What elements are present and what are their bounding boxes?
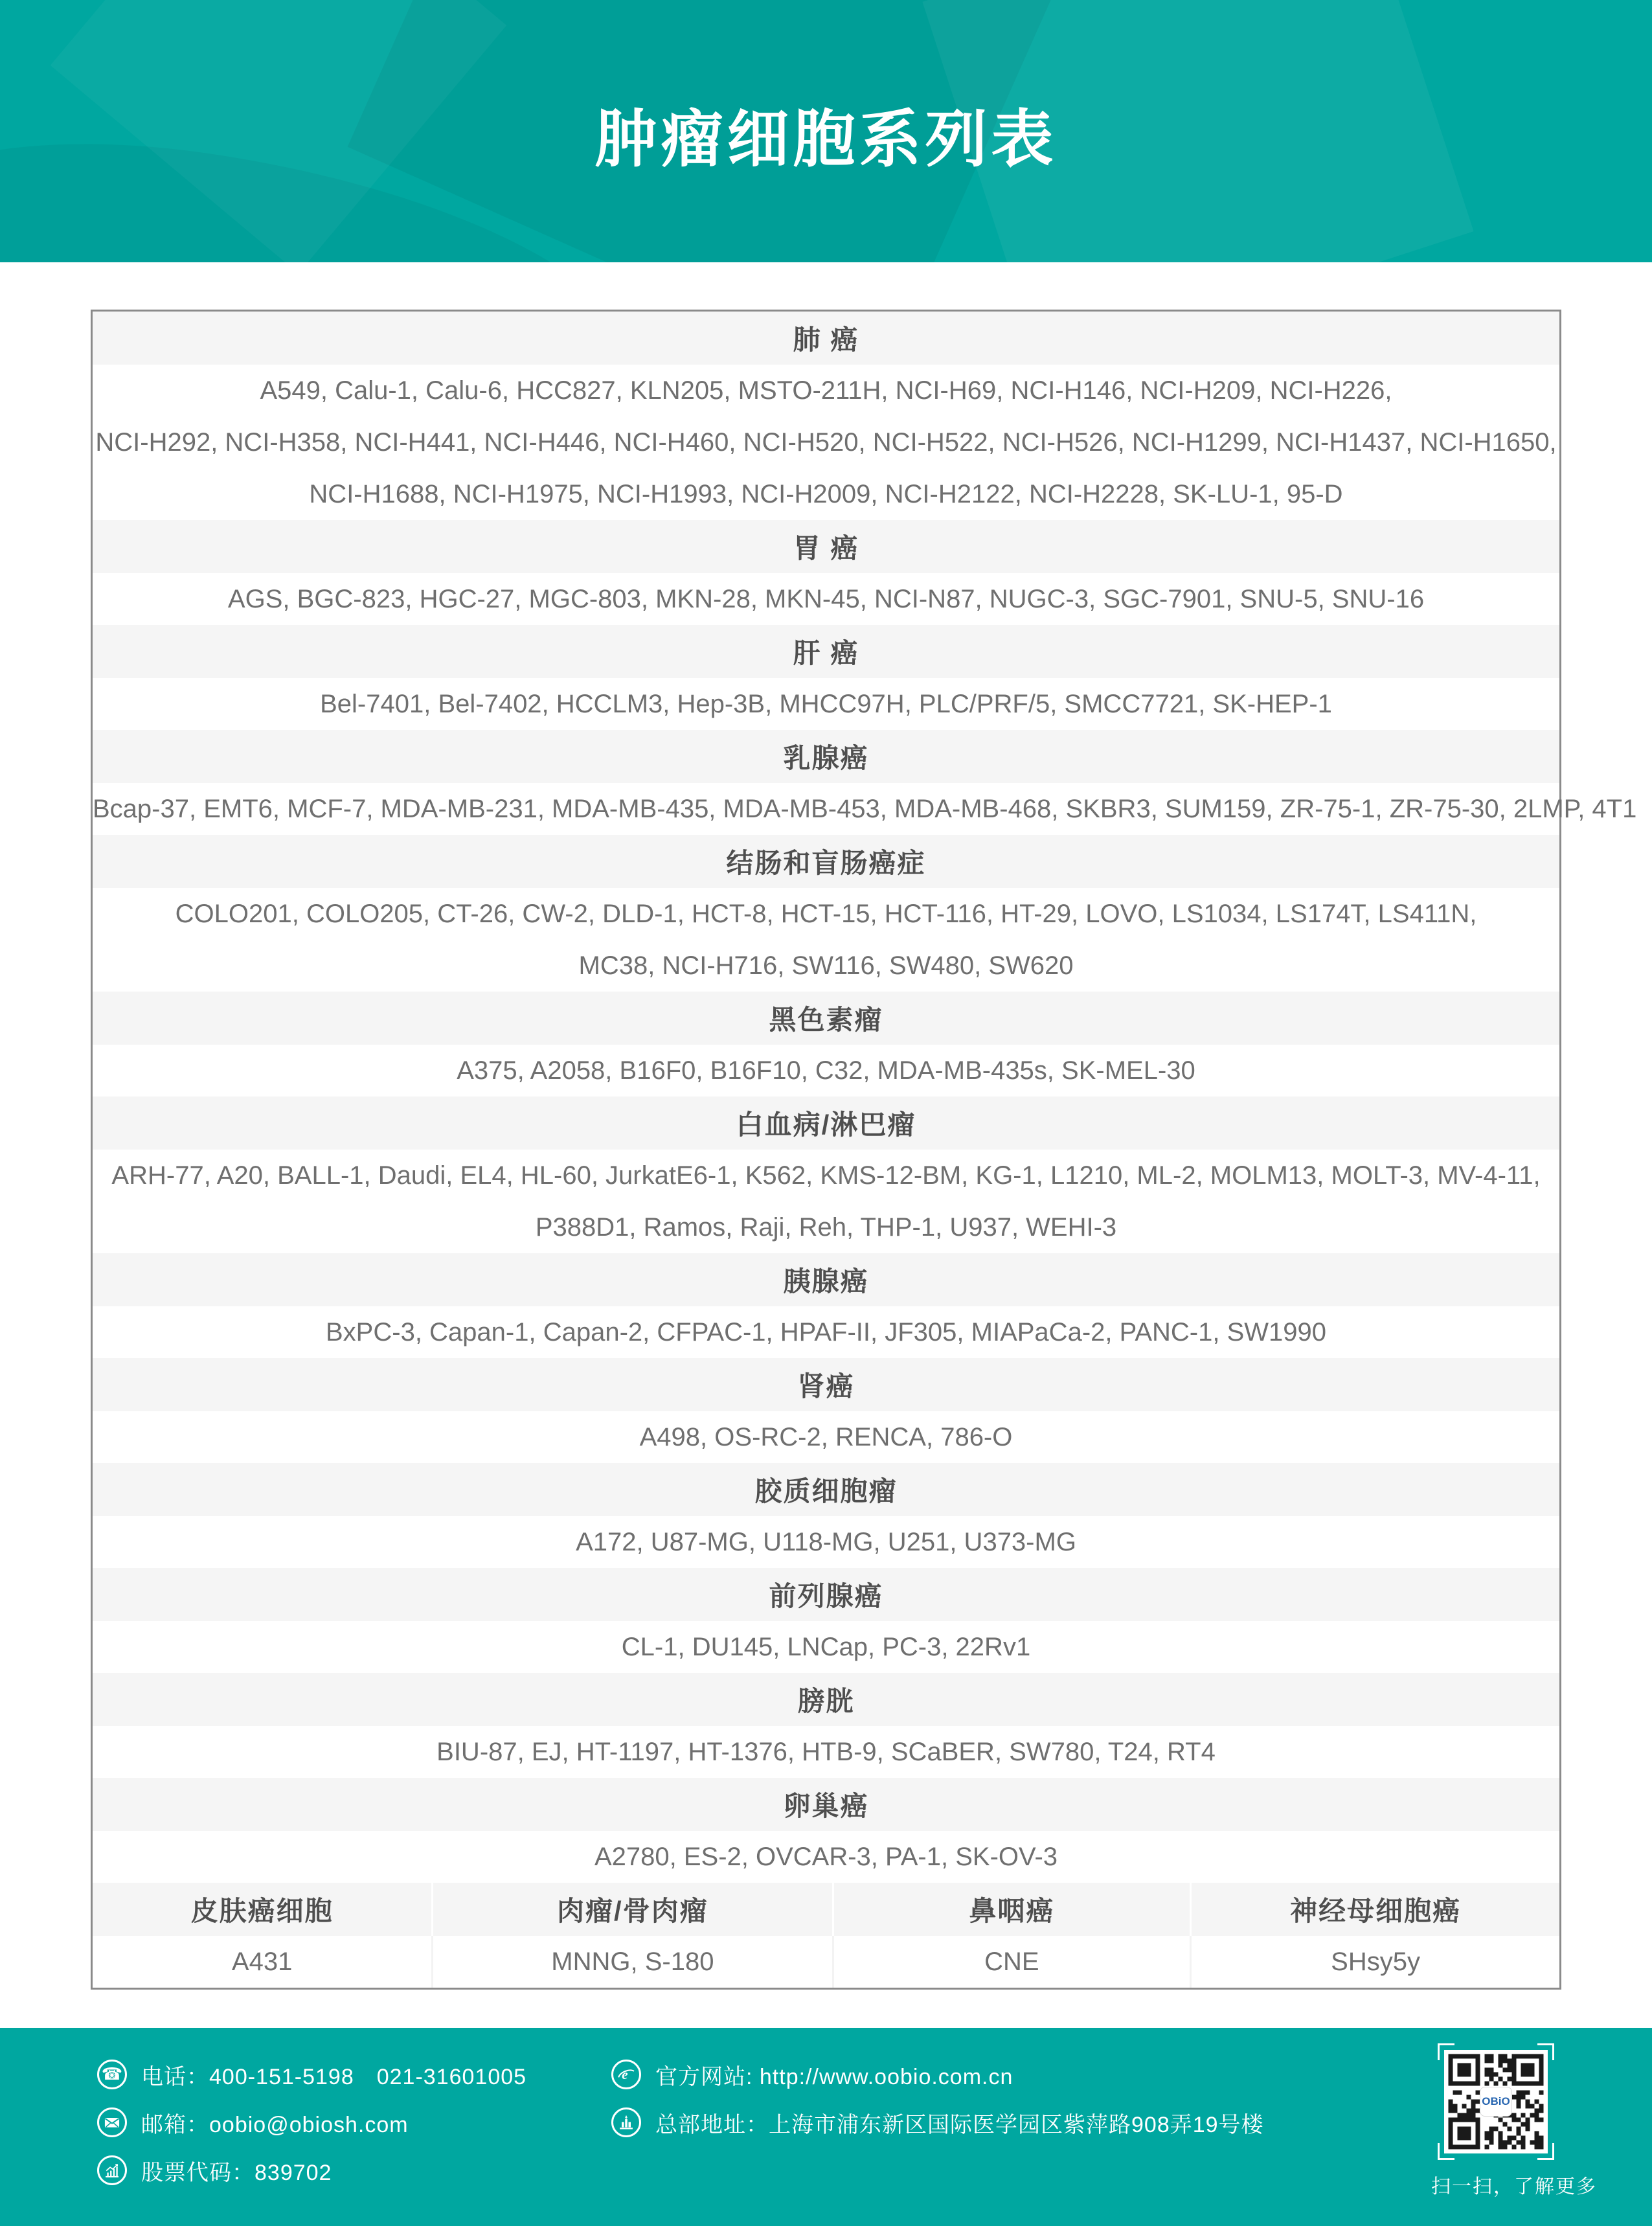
cell-line-list: A172, U87-MG, U118-MG, U251, U373-MG: [576, 1528, 1076, 1556]
hero-banner: [0, 0, 1652, 262]
qr-center-logo: OBiO: [1480, 2087, 1512, 2117]
section-content: [93, 1831, 1559, 1883]
cell-line-list: Bcap-37, EMT6, MCF-7, MDA-MB-231, MDA-MB-435, MDA-MB-453, MDA-MB-468, SKBR3, SUM159, ZR-75-1, ZR-75-30, 2LMP, 4T1: [93, 795, 1637, 823]
section-header: 膀胱: [93, 1673, 1559, 1726]
contact-row: [97, 2060, 526, 2089]
cell-line-list: P388D1, Ramos, Raji, Reh, THP-1, U937, WEHI-3: [535, 1213, 1117, 1242]
section-header: 乳腺癌: [93, 730, 1559, 783]
cell-line-list: CL-1, DU145, LNCap, PC-3, 22Rv1: [621, 1633, 1031, 1661]
qr-code: [1444, 2050, 1548, 2153]
section-header: 结肠和盲肠癌症: [93, 835, 1559, 888]
stock-icon: [97, 2155, 127, 2185]
footer: [0, 2028, 1652, 2226]
section-content: [93, 1621, 1559, 1673]
contact-text[interactable]: 官方网站: http://www.oobio.com.cn: [655, 2064, 1013, 2089]
mail-icon: [97, 2107, 127, 2137]
table-wrap: [0, 262, 1652, 1990]
bottom-column-value: SHsy5y: [1190, 1936, 1559, 1988]
section-content: [93, 1516, 1559, 1568]
section-header: 白血病/淋巴瘤: [93, 1096, 1559, 1150]
contact-row: [611, 2107, 1264, 2137]
section-header: 前列腺癌: [93, 1568, 1559, 1621]
cell-line-list: NCI-H292, NCI-H358, NCI-H441, NCI-H446, NCI-H460, NCI-H520, NCI-H522, NCI-H526, NCI-H1299, NCI-H1437, NCI-H1650,: [95, 428, 1557, 457]
contact-row[interactable]: [611, 2060, 1264, 2089]
bottom-column-header: 鼻咽癌: [832, 1883, 1190, 1936]
footer-right-column: [611, 2060, 1264, 2137]
contact-text: 总部地址：上海市浦东新区国际医学园区紫萍路908弄19号楼: [655, 2112, 1264, 2137]
qr-caption: 扫一扫，了解更多: [1431, 2176, 1597, 2198]
footer-left-column: [97, 2060, 526, 2185]
section-header: 胶质细胞瘤: [93, 1463, 1559, 1516]
phone-icon: ☎: [97, 2060, 127, 2089]
bottom-column-value: A431: [231, 1948, 293, 1976]
section-content: [93, 365, 1559, 520]
section-content: [93, 678, 1559, 730]
cell-line-list: BIU-87, EJ, HT-1197, HT-1376, HTB-9, SCaBER, SW780, T24, RT4: [436, 1738, 1216, 1766]
section-header: 胰腺癌: [93, 1253, 1559, 1306]
cell-line-list: NCI-H1688, NCI-H1975, NCI-H1993, NCI-H2009, NCI-H2122, NCI-H2228, SK-LU-1, 95-D: [309, 480, 1343, 508]
section-header: 胃 癌: [93, 520, 1559, 573]
cell-line-list: Bel-7401, Bel-7402, HCCLM3, Hep-3B, MHCC97H, PLC/PRF/5, SMCC7721, SK-HEP-1: [320, 690, 1332, 718]
cell-line-list: AGS, BGC-823, HGC-27, MGC-803, MKN-28, MKN-45, NCI-N87, NUGC-3, SGC-7901, SNU-5, SNU-16: [227, 585, 1425, 613]
cell-line-list: MC38, NCI-H716, SW116, SW480, SW620: [578, 951, 1074, 980]
contact-row: [97, 2155, 526, 2185]
section-content: [93, 1411, 1559, 1463]
bottom-column-header: 肉瘤/骨肉瘤: [431, 1883, 832, 1936]
cell-line-list: A375, A2058, B16F0, B16F10, C32, MDA-MB-435s, SK-MEL-30: [457, 1056, 1195, 1085]
section-content: [93, 1150, 1559, 1253]
cell-line-list: ARH-77, A20, BALL-1, Daudi, EL4, HL-60, JurkatE6-1, K562, KMS-12-BM, KG-1, L1210, ML-2, MOLM13, MOLT-3, MV-4-11,: [111, 1161, 1541, 1190]
section-content: [93, 1306, 1559, 1358]
section-header: 肺 癌: [93, 312, 1559, 365]
cell-line-list: A2780, ES-2, OVCAR-3, PA-1, SK-OV-3: [594, 1843, 1058, 1871]
section-list: [93, 312, 1637, 1883]
contact-row[interactable]: [97, 2107, 526, 2137]
section-content: [93, 1045, 1559, 1096]
bottom-header-row: [93, 1883, 1559, 1936]
contact-text[interactable]: 邮箱：oobio@obiosh.com: [141, 2112, 409, 2137]
cell-line-list: COLO201, COLO205, CT-26, CW-2, DLD-1, HCT-8, HCT-15, HCT-116, HT-29, LOVO, LS1034, LS174T, LS411N,: [175, 900, 1477, 928]
cell-line-list: A498, OS-RC-2, RENCA, 786-O: [639, 1423, 1013, 1451]
qr-corner-brackets: [1438, 2043, 1554, 2160]
section-content: [93, 1726, 1559, 1778]
contact-text: 股票代码：839702: [141, 2160, 332, 2185]
cell-line-table: [91, 310, 1637, 1990]
section-header: 黑色素瘤: [93, 992, 1559, 1045]
contact-text: 电话：400-151-5198 021-31601005: [141, 2064, 527, 2089]
cell-line-list: BxPC-3, Capan-1, Capan-2, CFPAC-1, HPAF-II, JF305, MIAPaCa-2, PANC-1, SW1990: [326, 1318, 1326, 1346]
browser-icon: [611, 2060, 641, 2089]
section-content: [93, 783, 1637, 835]
cell-line-list: A549, Calu-1, Calu-6, HCC827, KLN205, MSTO-211H, NCI-H69, NCI-H146, NCI-H209, NCI-H226,: [260, 376, 1392, 405]
building-icon: [611, 2107, 641, 2137]
bottom-column-header: 皮肤癌细胞: [190, 1896, 334, 1926]
section-header: 肾癌: [93, 1358, 1559, 1411]
svg-text:e: e: [622, 2066, 628, 2082]
section-header: 卵巢癌: [93, 1778, 1559, 1831]
page-title: 肿瘤细胞系列表: [594, 105, 1058, 174]
section-content: [93, 573, 1559, 625]
bottom-column-header: 神经母细胞癌: [1190, 1883, 1559, 1936]
bottom-column-value: MNNG, S-180: [431, 1936, 832, 1988]
section-header: 肝 癌: [93, 625, 1559, 678]
bottom-value-row: [93, 1936, 1559, 1988]
bottom-column-value: CNE: [832, 1936, 1190, 1988]
section-content: [93, 888, 1559, 992]
qr-block: [1431, 2043, 1597, 2199]
